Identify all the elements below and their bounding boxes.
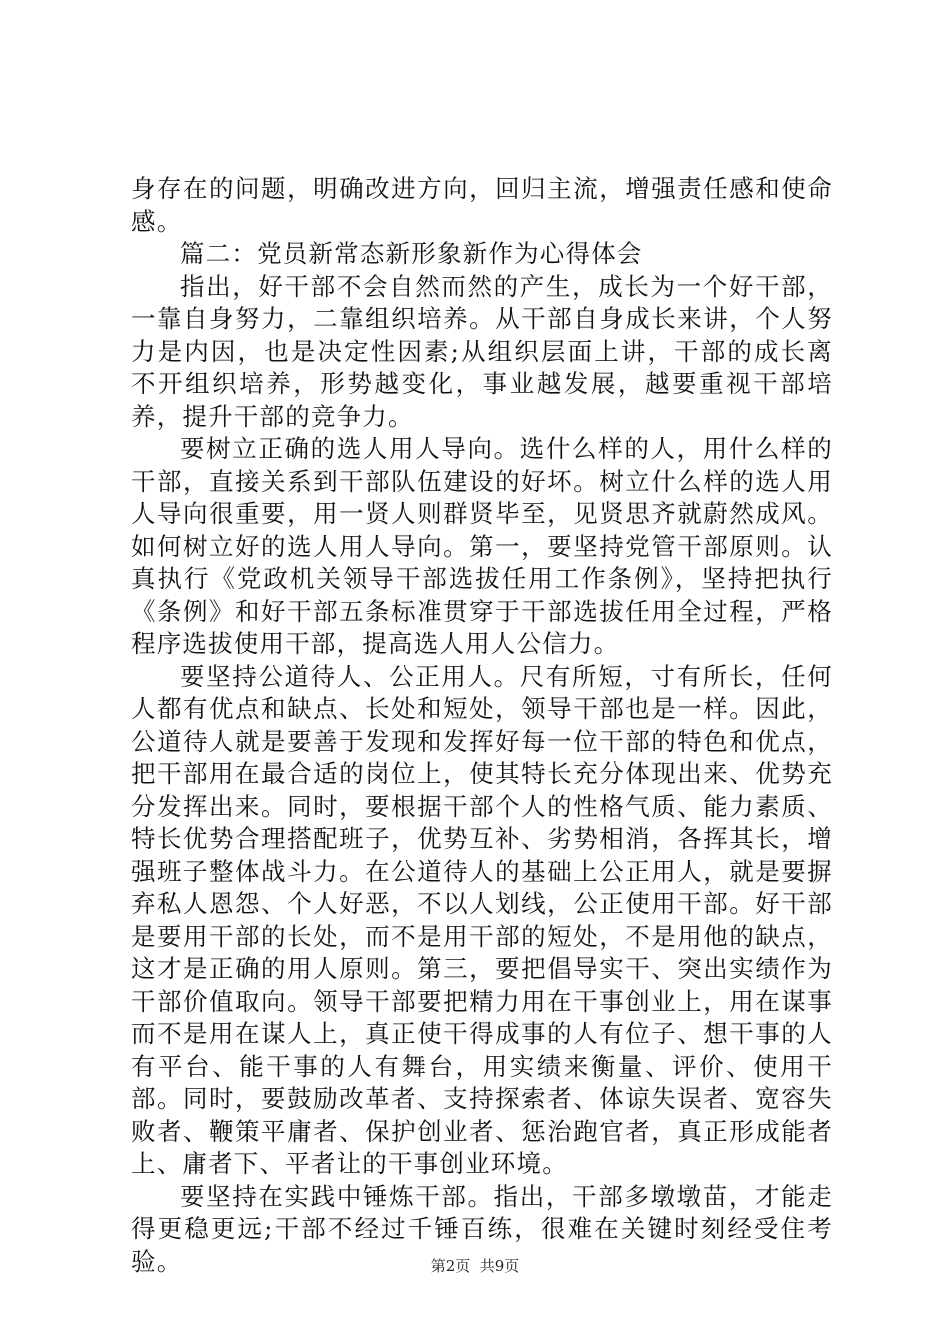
- page-footer: [0, 1256, 950, 1276]
- paragraph-4: 要坚持公道待人、公正用人。尺有所短，寸有所长，任何人都有优点和缺点、长处和短处，领导干部也是一样。因此，公道待人就是要善于发现和发挥好每一位干部的特色和优点，把干部用在最合适的岗位上，使其特长充分体现出来、优势充分发挥出来。同时，要根据干部个人的性格气质、能力素质、特长优势合理搭配班子，优势互补、劣势相消，各挥其长，增强班子整体战斗力。在公道待人的基础上公正用人，就是要摒弃私人恩怨、个人好恶，不以人划线，公正使用干部。好干部是要用干部的长处，而不是用干部的短处，不是用他的缺点，这才是正确的用人原则。第三，要把倡导实干、突出实绩作为干部价值取向。领导干部要把精力用在干事创业上，用在谋事而不是用在谋人上，真正使干得成事的人有位子、想干事的人有平台、能干事的人有舞台，用实绩来衡量、评价、使用干部。同时，要鼓励改革者、支持探索者、体谅失误者、宽容失败者、鞭策平庸者、保护创业者、惩治跑官者，真正形成能者上、庸者下、平者让的干事创业环境。: [131, 661, 833, 1178]
- paragraph-3: 要树立正确的选人用人导向。选什么样的人，用什么样的干部，直接关系到干部队伍建设的好坏。树立什么样的选人用人导向很重要，用一贤人则群贤毕至，见贤思齐就蔚然成风。如何树立好的选人用人导向。第一，要坚持党管干部原则。认真执行《党政机关领导干部选拔任用工作条例》，坚持把执行《条例》和好干部五条标准贯穿于干部选拔任用全过程，严格程序选拔使用干部，提高选人用人公信力。: [131, 434, 833, 658]
- section-heading: 篇二：党员新常态新形象新作为心得体会: [180, 239, 643, 268]
- page-number: 第2页 共9页: [430, 1257, 520, 1275]
- paragraph-5: 要坚持在实践中锤炼干部。指出，干部多墩墩苗，才能走得更稳更远;干部不经过千锤百练，很难在关键时刻经受住考验。: [131, 1181, 833, 1276]
- paragraph-2: 指出，好干部不会自然而然的产生，成长为一个好干部，一靠自身努力，二靠组织培养。从干部自身成长来讲，个人努力是内因，也是决定性因素;从组织层面上讲，干部的成长离不开组织培养，形势越变化，事业越发展，越要重视干部培养，提升干部的竞争力。: [131, 271, 833, 431]
- paragraph-1: 身存在的问题，明确改进方向，回归主流，增强责任感和使命感。: [131, 174, 833, 236]
- document-body: [131, 173, 833, 1278]
